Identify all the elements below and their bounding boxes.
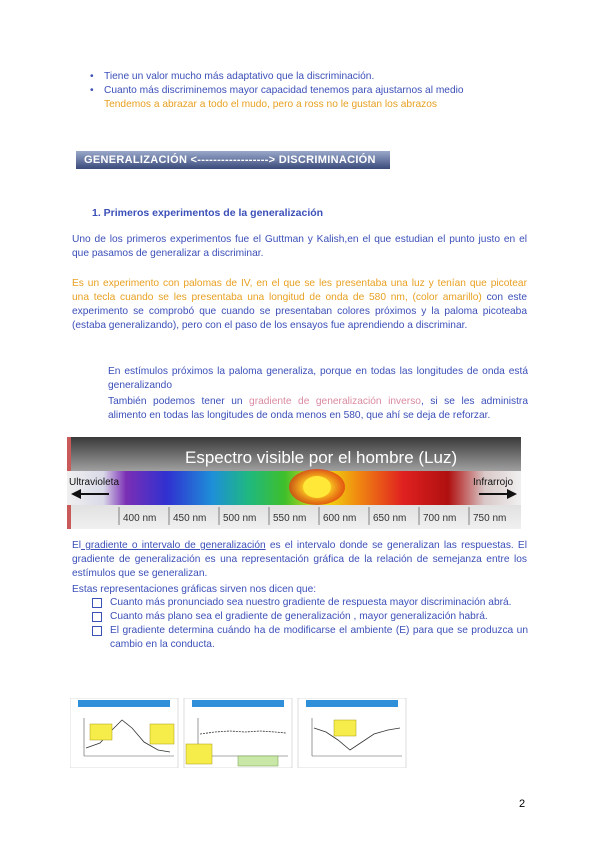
ultraviolet-label: Ultravioleta <box>69 477 120 488</box>
spectrum-tick-label: 650 nm <box>373 513 407 524</box>
checkbox-text: El gradiente determina cuándo ha de modificarse el ambiente (E) para que se produzca un cambio en la conducta. <box>110 625 528 650</box>
spectrum-title: Espectro visible por el hombre (Luz) <box>185 448 458 467</box>
definition-paragraph <box>72 539 527 581</box>
def-a: El <box>72 540 82 551</box>
def-c: es el intervalo donde se generalizan las respuestas. El gradiente de generalización es una representación gráfica de la relación de semejanza entre los estímulos que se generalizan. <box>72 540 527 579</box>
checkbox-item <box>92 624 528 652</box>
thumbnail-steep-gradient <box>70 698 178 768</box>
checkbox-list <box>92 596 528 652</box>
spectrum-tick-label: 550 nm <box>273 513 307 524</box>
bullet-item: • Tiene un valor mucho más adaptativo que la discriminación. <box>88 70 528 84</box>
spectrum-tick-label: 400 nm <box>123 513 157 524</box>
thumbnail-inverse-gradient <box>298 698 406 768</box>
indent2-a: También podemos tener un <box>108 396 250 407</box>
paragraph-2-orange: Es un experimento con palomas de IV, en el que se les presentaba una luz y tenían que picotear una tecla cuando se les presentaba una longitud de onda de 580 nm, (color amarillo) <box>72 278 527 303</box>
bullet-list <box>88 70 528 112</box>
inverse-gradient-term: gradiente de generalización inverso <box>249 396 421 407</box>
spectrum-tick-label: 500 nm <box>223 513 257 524</box>
paragraph-2-blue: con este experimento se comprobó que cuando se presentaban colores próximos y la paloma picoteaba (estaba generalizando), pero con el paso de los ensayos fue aprendiendo a discriminar. <box>72 292 527 331</box>
indent-paragraph-1: En estímulos próximos la paloma generaliza, porque en todas las longitudes de onda está generalizando <box>108 366 528 391</box>
page-number: 2 <box>519 798 526 810</box>
checkbox-icon <box>92 626 102 636</box>
bullet-note-text: Tendemos a abrazar a todo el mudo, pero a ross no le gustan los abrazos <box>104 99 437 110</box>
checkbox-item <box>92 610 528 624</box>
checkbox-text: Cuanto más plano sea el gradiente de generalización , mayor generalización habrá. <box>110 611 488 622</box>
paragraph-1: Uno de los primeros experimentos fue el Guttman y Kalish,en el que estudian el punto justo en el que pasamos de generalizar a discriminar. <box>72 234 527 259</box>
section-heading: 1. Primeros experimentos de la generalización <box>92 207 324 219</box>
thumbnail-flat-gradient <box>184 698 292 768</box>
gradient-thumbnails <box>70 698 410 768</box>
spectrum-tick-label: 450 nm <box>173 513 207 524</box>
section-banner: GENERALIZACIÓN <------------------> DISCRIMINACIÓN <box>76 151 390 169</box>
bullet-item: • Cuanto más discriminemos mayor capacidad tenemos para ajustarnos al medio <box>88 84 528 98</box>
spectrum-tick-label: 600 nm <box>323 513 357 524</box>
paragraph-2 <box>72 277 527 333</box>
gradient-term: gradiente o intervalo de generalización <box>81 540 266 551</box>
checkbox-icon <box>92 598 102 608</box>
bullet-note <box>88 98 528 112</box>
checkbox-icon <box>92 612 102 622</box>
indent2-c: , si se les administra alimento en todas las longitudes de onda menos en 580, que ahí se deja de reforzar. <box>108 396 528 421</box>
indent-paragraph-2 <box>108 395 528 423</box>
spectrum-tick-label: 700 nm <box>423 513 457 524</box>
infrared-label: Infrarrojo <box>473 477 514 488</box>
spectrum-image <box>67 437 521 529</box>
checkbox-item <box>92 596 528 610</box>
checkbox-text: Cuanto más pronunciado sea nuestro gradiente de respuesta mayor discriminación abrá. <box>110 597 512 608</box>
spectrum-tick-label: 750 nm <box>473 513 507 524</box>
definition-intro: Estas representaciones gráficas sirven nos dicen que: <box>72 584 317 595</box>
